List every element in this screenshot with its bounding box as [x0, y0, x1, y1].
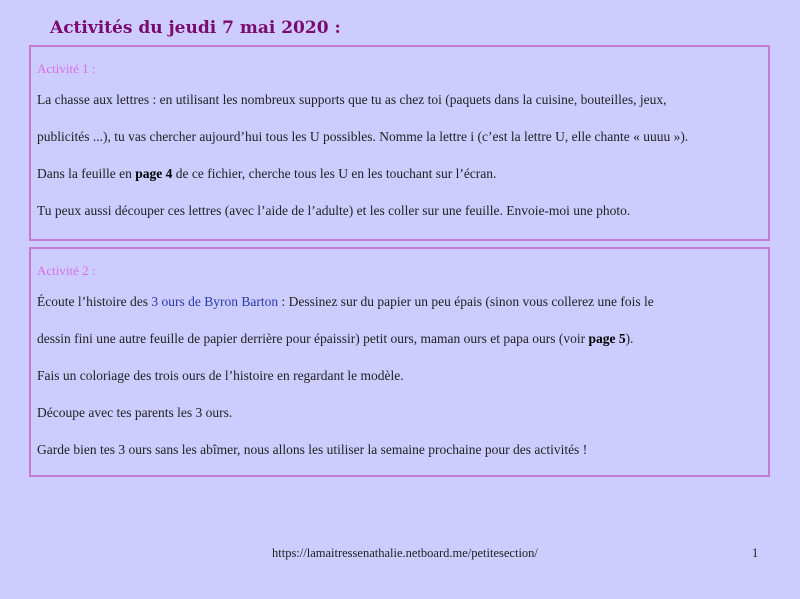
activity-1-heading: Activité 1 :	[37, 61, 96, 76]
activity-2-box	[29, 247, 770, 477]
activity-2-line-1-text-a: Écoute l’histoire des	[37, 294, 152, 309]
activity-2-line-3: Fais un coloriage des trois ours de l’histoire en regardant le modèle.	[37, 368, 404, 383]
activity-1-line-4: Tu peux aussi découper ces lettres (avec l’aide de l’adulte) et les coller sur une feuille. Envoie-moi une photo.	[37, 203, 631, 218]
activity-2-line-2-text-a: dessin fini une autre feuille de papier derrière pour épaissir) petit ours, maman ours et papa ours (voir	[37, 331, 589, 346]
activity-1-line-2: publicités ...), tu vas chercher aujourd’hui tous les U possibles. Nomme la lettre i (c’est la lettre U, elle chante « uuuu »).	[37, 129, 689, 144]
activity-1-line-3-text-a: Dans la feuille en	[37, 166, 136, 181]
activity-2-line-4: Découpe avec tes parents les 3 ours.	[37, 405, 233, 420]
footer-url[interactable]: https://lamaitressenathalie.netboard.me/petitesection/	[272, 546, 538, 560]
activity-1-box	[29, 45, 770, 241]
activity-2-line-1-text-b: : Dessinez sur du papier un peu épais (sinon vous collerez une fois le	[278, 294, 654, 309]
activity-2-line-5: Garde bien tes 3 ours sans les abîmer, nous allons les utiliser la semaine prochaine pour des activités !	[37, 442, 588, 457]
page-title: Activités du jeudi 7 mai 2020 :	[50, 18, 341, 38]
activity-2-heading: Activité 2 :	[37, 263, 96, 278]
page-5-link[interactable]: page 5	[588, 331, 626, 346]
activity-2-line-2	[37, 330, 762, 348]
activity-1-line-3-text-b: de ce fichier, cherche tous les U en les touchant sur l’écran.	[172, 166, 497, 181]
activity-2-line-1	[37, 293, 762, 311]
activity-2-line-2-text-b: ).	[625, 331, 634, 346]
byron-barton-link[interactable]: 3 ours de Byron Barton	[151, 294, 279, 309]
activity-1-line-1: La chasse aux lettres : en utilisant les nombreux supports que tu as chez toi (paquets dans la cuisine, bouteilles, jeux,	[37, 92, 667, 107]
page-4-link[interactable]: page 4	[135, 166, 173, 181]
activity-1-line-3	[37, 165, 762, 183]
page-number: 1	[752, 546, 759, 560]
